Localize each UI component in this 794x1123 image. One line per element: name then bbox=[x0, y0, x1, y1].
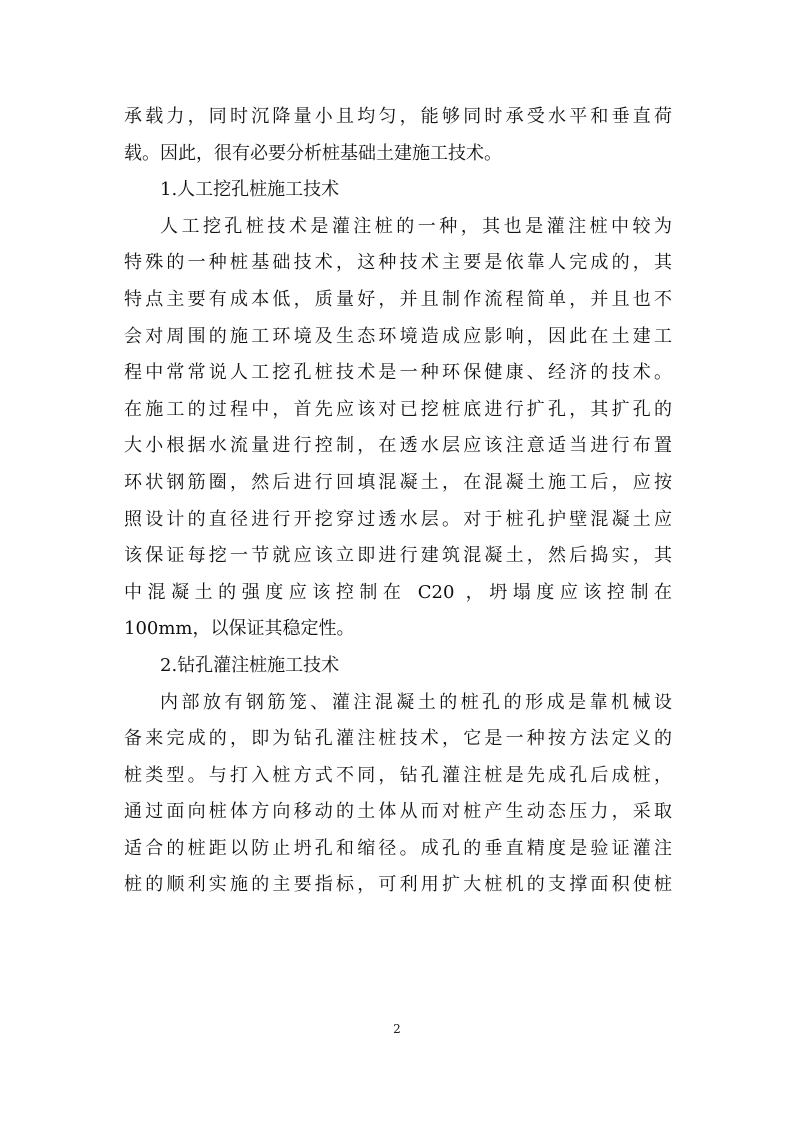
paragraph-line: 环状钢筋圈，然后进行回填混凝土，在混凝土施工后，应按 bbox=[124, 471, 672, 493]
paragraph-line: 人工挖孔桩技术是灌注桩的一种，其也是灌注桩中较为 bbox=[160, 215, 672, 237]
paragraph-line: 适合的桩距以防止坍孔和缩径。成孔的垂直精度是验证灌注 bbox=[124, 837, 672, 859]
paragraph-line: 通过面向桩体方向移动的土体从而对桩产生动态压力，采取 bbox=[124, 801, 672, 823]
document-body bbox=[124, 99, 672, 904]
section-heading: 1.人工挖孔桩施工技术 bbox=[160, 179, 340, 201]
paragraph-line: 100mm，以保证其稳定性。 bbox=[124, 618, 355, 640]
paragraph-line: 备来完成的，即为钻孔灌注桩技术，它是一种按方法定义的 bbox=[124, 728, 672, 750]
paragraph-line: 特殊的一种桩基础技术，这种技术主要是依靠人完成的，其 bbox=[124, 252, 672, 274]
paragraph-line: 桩类型。与打入桩方式不同，钻孔灌注桩是先成孔后成桩， bbox=[124, 764, 672, 786]
paragraph-line: 载。因此，很有必要分析桩基础土建施工技术。 bbox=[124, 142, 502, 164]
paragraph-line: 照设计的直径进行开挖穿过透水层。对于桩孔护壁混凝土应 bbox=[124, 508, 672, 530]
section-heading: 2.钻孔灌注桩施工技术 bbox=[160, 654, 340, 676]
paragraph-line: 桩的顺利实施的主要指标，可利用扩大桩机的支撑面积使桩 bbox=[124, 874, 672, 896]
paragraph-line: 中混凝土的强度应该控制在 C20 ，坍塌度应该控制在 bbox=[124, 581, 672, 603]
paragraph-line: 会对周围的施工环境及生态环境造成应影响，因此在土建工 bbox=[124, 325, 672, 347]
paragraph-line: 内部放有钢筋笼、灌注混凝土的桩孔的形成是靠机械设 bbox=[160, 691, 672, 713]
paragraph-line: 大小根据水流量进行控制，在透水层应该注意适当进行布置 bbox=[124, 435, 672, 457]
paragraph-line: 特点主要有成本低，质量好，并且制作流程简单，并且也不 bbox=[124, 288, 672, 310]
paragraph-line: 承载力，同时沉降量小且均匀，能够同时承受水平和垂直荷 bbox=[124, 106, 672, 127]
paragraph-line: 该保证每挖一节就应该立即进行建筑混凝土，然后捣实，其 bbox=[124, 545, 672, 567]
paragraph-line: 在施工的过程中，首先应该对已挖桩底进行扩孔，其扩孔的 bbox=[124, 398, 672, 420]
paragraph-line: 程中常常说人工挖孔桩技术是一种环保健康、经济的技术。 bbox=[124, 362, 672, 384]
page-number: 2 bbox=[393, 1022, 401, 1036]
